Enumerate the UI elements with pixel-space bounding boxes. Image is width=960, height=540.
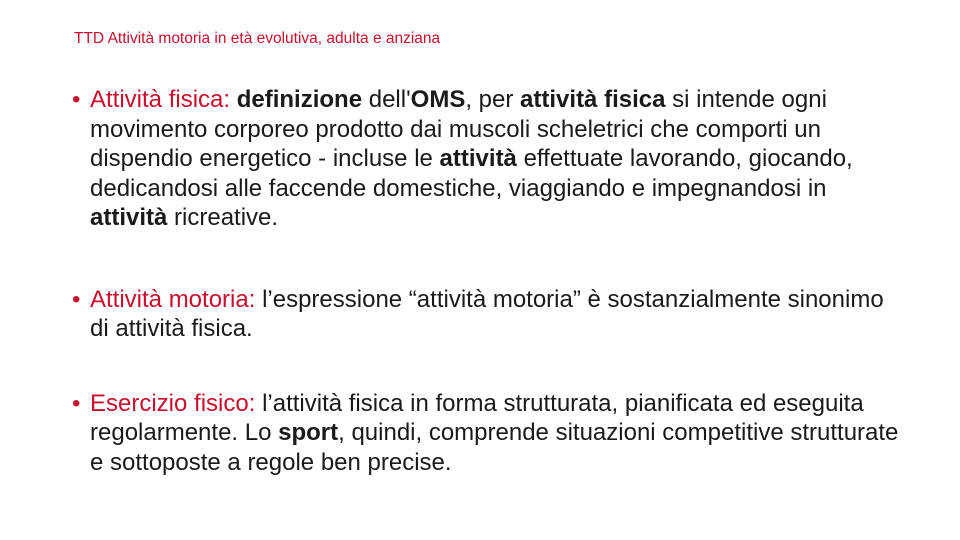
slide-header: TTD Attività motoria in età evolutiva, adulta e anziana [74, 30, 441, 47]
body-text: l’attività fisica in forma strutturata, pianificata ed eseguita regolarmente. Lo [90, 389, 864, 446]
bold-text: sport [278, 419, 339, 446]
bullet-dot-icon: • [72, 389, 81, 417]
bullet-term: Esercizio fisico [90, 389, 249, 417]
body-text: si intende ogni movimento corporeo prodotto dai muscoli scheletrici che comporti un dispendio energetico - incluse le [90, 86, 827, 172]
body-text: , per [465, 86, 521, 113]
bold-text: definizione [236, 86, 363, 113]
body-text: , quindi, comprende situazioni competitive strutturate e sottoposte a regole ben precise. [90, 419, 899, 476]
bullet-item-attivita-fisica [72, 85, 902, 233]
bullet-item-esercizio-fisico [72, 389, 902, 478]
term-separator: : [223, 86, 237, 113]
bullet-item-attivita-motoria [72, 285, 902, 344]
body-text: ricreative. [167, 204, 279, 231]
body-text: l’espressione “attività motoria” è sostanzialmente sinonimo di attività fisica. [90, 285, 884, 342]
term-separator: : [248, 389, 263, 417]
bold-text: OMS [410, 86, 466, 113]
bullet-dot-icon: • [72, 86, 81, 113]
body-text: effettuate lavorando, giocando, dedicandosi alle faccende domestiche, viaggiando e impegnandosi in [90, 145, 853, 202]
body-text: dell' [362, 86, 411, 113]
bold-text: attività [439, 145, 517, 172]
bullet-term: Attività fisica [90, 86, 224, 113]
bold-text: attività fisica [520, 86, 666, 113]
bold-text: attività [90, 204, 168, 231]
term-separator: : [248, 285, 263, 313]
bullet-term: Attività motoria [90, 285, 249, 313]
bullet-dot-icon: • [72, 285, 81, 313]
bullet-list [72, 85, 902, 477]
